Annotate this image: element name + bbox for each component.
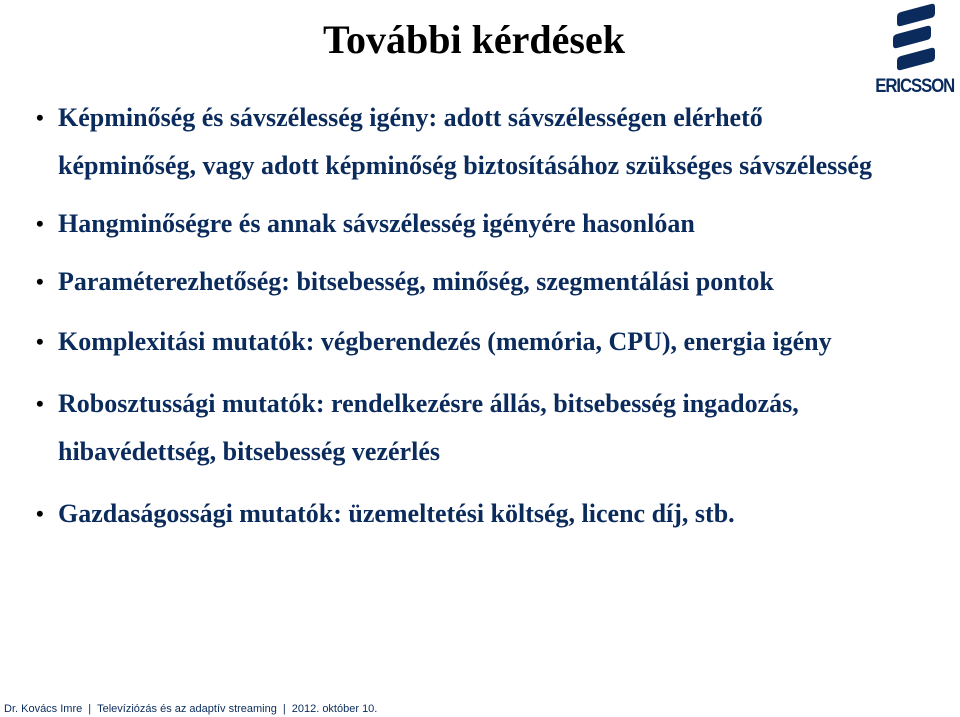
bullet-item: • Robosztussági mutatók: rendelkezésre állás, bitsebesség ingadozás, hibavédettség, bitsebesség vezérlés [36,380,906,476]
bullet-list [36,94,906,550]
bullet-item: • Hangminőségre és annak sávszélesség igényére hasonlóan [36,200,906,248]
slide-footer [4,703,377,717]
bullet-item: • Komplexitási mutatók: végberendezés (memória, CPU), energia igény [36,318,906,366]
slide-title: További kérdések [323,17,625,62]
ericsson-logo [870,2,958,102]
bullet-item: • Gazdaságossági mutatók: üzemeltetési költség, licenc díj, stb. [36,490,906,538]
bullet-item: • Paraméterezhetőség: bitsebesség, minőség, szegmentálási pontok [36,258,906,306]
footer-separator: | [88,703,92,715]
footer-author: Dr. Kovács Imre [4,703,83,715]
footer-date: 2012. október 10. [291,703,378,715]
logo-wordmark: ERICSSON [875,76,955,97]
footer-separator: | [282,703,286,715]
footer-course: Televíziózás és az adaptív streaming [97,703,277,715]
ericsson-logo-icon [891,2,937,72]
bullet-item: • Képminőség és sávszélesség igény: adott sávszélességen elérhető képminőség, vagy adott képminőség biztosításához szükséges sávszélesség [36,94,906,190]
